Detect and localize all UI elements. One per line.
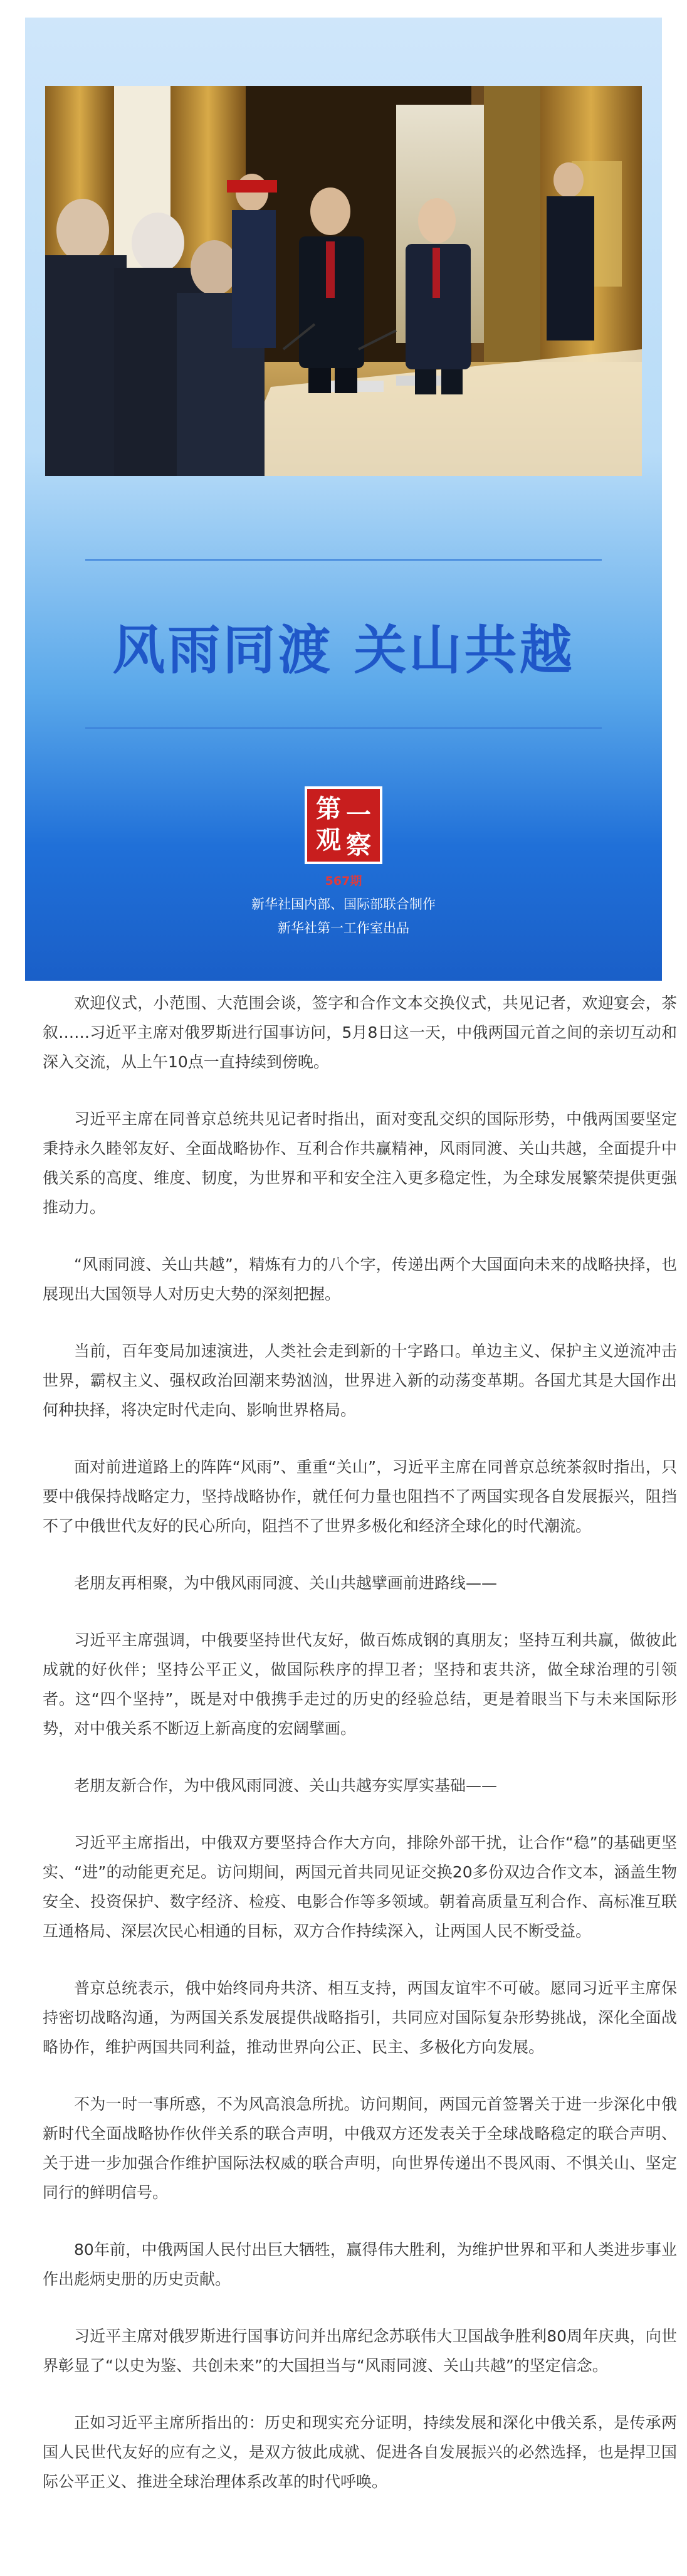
article-paragraph: 不为一时一事所惑，不为风高浪急所扰。访问期间，两国元首签署关于进一步深化中俄新时代全面战略协作伙伴关系的联合声明，中俄双方还发表关于全球战略稳定的联合声明、关于进一步加强合作维护国际法权威的联合声明，向世界传递出不畏风雨、不惧关山、坚定同行的鲜明信号。 (43, 2095, 677, 2202)
article-paragraph: 正如习近平主席所指出的：历史和现实充分证明，持续发展和深化中俄关系，是传承两国人民世代友好的应有之义，是双方彼此成就、促进各自发展振兴的必然选择，也是捍卫国际公平正义、推进全球治理体系改革的时代呼唤。 (43, 2414, 677, 2491)
article-paragraph: 普京总统表示，俄中始终同舟共济、相互支持，两国友谊牢不可破。愿同习近平主席保持密切战略沟通，为两国关系发展提供战略指引，共同应对国际复杂形势挑战，深化全面战略协作，维护两国共同利益，推动世界向公正、民主、多极化方向发展。 (43, 1979, 677, 2056)
section-lead: 老朋友再相聚，为中俄风雨同渡、关山共越擘画前进路线—— (74, 1574, 498, 1592)
meeting-hall-illustration (45, 86, 642, 476)
section-lead: 老朋友新合作，为中俄风雨同渡、关山共越夯实厚实基础—— (74, 1776, 498, 1795)
logo-seal (307, 789, 380, 862)
article-paragraph: 习近平主席指出，中俄双方要坚持合作大方向，排除外部干扰，让合作“稳”的基础更坚实、“进”的动能更充足。访问期间，两国元首共同见证交换20多份双边合作文本，涵盖生物安全、投资保护、数字经济、检疫、电影合作等多领域。朝着高质量互利合作、高标准互联互通格局、深层次民心相通的目标，双方合作持续深入，让两国人民不断受益。 (43, 1834, 677, 1940)
logo-char: 一 (346, 800, 371, 830)
issue-number: 567期 (325, 874, 362, 888)
article-body (43, 988, 677, 2524)
logo-char: 第 (316, 794, 341, 823)
article-paragraph: 面对前进道路上的阵阵“风雨”、重重“关山”，习近平主席在同普京总统茶叙时指出，只要中俄保持战略定力，坚持战略协作，就任何力量也阻挡不了两国实现各自发展振兴，阻挡不了中俄世代友好的民心所向，阻挡不了世界多极化和经济全球化的时代潮流。 (43, 1458, 677, 1535)
cover-banner (25, 18, 662, 981)
production-credit: 新华社国内部、国际部联合制作 (251, 897, 436, 912)
column-logo (305, 786, 382, 864)
page-title: 风雨同渡 关山共越 (112, 619, 575, 681)
article-paragraph: 80年前，中俄两国人民付出巨大牺牲，赢得伟大胜利，为维护世界和平和人类进步事业作出彪炳史册的历史贡献。 (43, 2241, 677, 2288)
leaders-meeting-photo (45, 86, 642, 476)
logo-char: 观 (316, 825, 341, 855)
article-paragraph: 习近平主席强调，中俄要坚持世代友好，做百炼成钢的真朋友；坚持互利共赢，做彼此成就的好伙伴；坚持公平正义，做国际秩序的捍卫者；坚持和衷共济，做全球治理的引领者。这“四个坚持”，既是对中俄携手走过的历史的经验总结，更是着眼当下与未来国际形势，对中俄关系不断迈上新高度的宏阔擘画。 (43, 1631, 677, 1738)
logo-char: 察 (346, 830, 371, 860)
studio-credit: 新华社第一工作室出品 (278, 921, 409, 936)
article-paragraph: 当前，百年变局加速演进，人类社会走到新的十字路口。单边主义、保护主义逆流冲击世界，霸权主义、强权政治回潮来势汹汹，世界进入新的动荡变革期。各国尤其是大国作出何种抉择，将决定时代走向、影响世界格局。 (43, 1342, 677, 1419)
title-divider-bottom (85, 727, 602, 729)
title-divider-top (85, 559, 602, 561)
article-paragraph: 欢迎仪式，小范围、大范围会谈，签字和合作文本交换仪式，共见记者，欢迎宴会，茶叙……习近平主席对俄罗斯进行国事访问，5月8日这一天，中俄两国元首之间的亲切互动和深入交流，从上午10点一直持续到傍晚。 (43, 994, 677, 1071)
article-paragraph: “风雨同渡、关山共越”，精炼有力的八个字，传递出两个大国面向未来的战略抉择，也展现出大国领导人对历史大势的深刻把握。 (43, 1255, 677, 1303)
article-paragraph: 习近平主席对俄罗斯进行国事访问并出席纪念苏联伟大卫国战争胜利80周年庆典，向世界彰显了“以史为鉴、共创未来”的大国担当与“风雨同渡、关山共越”的坚定信念。 (43, 2327, 677, 2375)
article-paragraph: 习近平主席在同普京总统共见记者时指出，面对变乱交织的国际形势，中俄两国要坚定秉持永久睦邻友好、全面战略协作、互利合作共赢精神，风雨同渡、关山共越，全面提升中俄关系的高度、维度、韧度，为世界和平和安全注入更多稳定性，为全球发展繁荣提供更强推动力。 (43, 1110, 677, 1217)
